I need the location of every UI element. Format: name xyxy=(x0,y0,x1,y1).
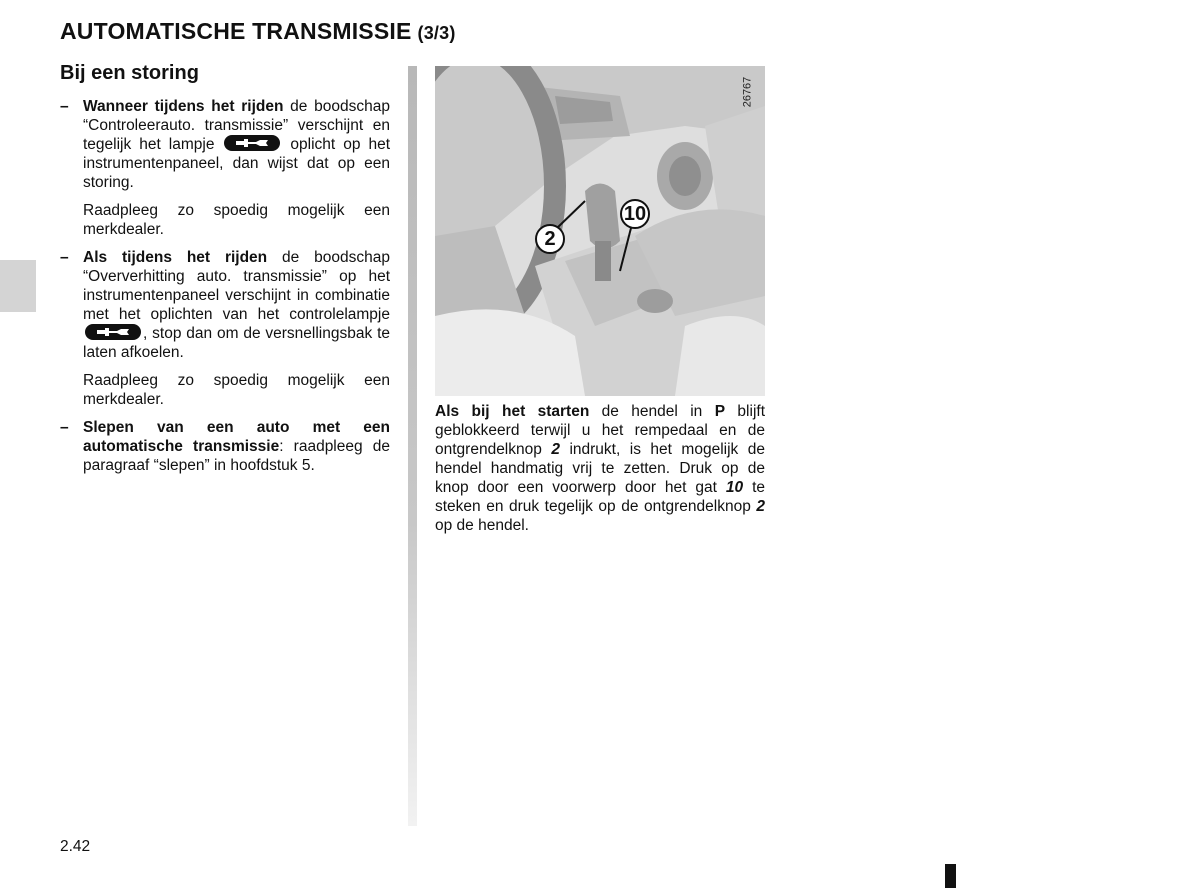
caption-text-5: op de hendel. xyxy=(435,517,529,534)
item-dash: – xyxy=(60,419,69,436)
callout-10: 10 xyxy=(620,199,650,229)
item-text-1: de boodschap “Oververhitting auto. transmissie” op het instrumentenpaneel verschijnt in combinatie met het oplichten van het controlelampje xyxy=(83,249,390,323)
item-dash: – xyxy=(60,98,69,115)
item-note: Raadpleeg zo spoedig mogelijk een merkdealer. xyxy=(83,372,390,408)
item-lead: Als tijdens het rijden xyxy=(83,249,268,266)
item-text xyxy=(83,418,390,475)
page-number: 2.42 xyxy=(60,838,91,855)
item-text-1: de boodschap “Controleerauto. transmissie” verschijnt en tegelijk het lampje xyxy=(83,98,390,153)
caption-gear: P xyxy=(714,403,726,420)
caption-num-3: 2 xyxy=(756,498,765,515)
item-lead: Slepen van een auto met een automatische transmissie xyxy=(83,419,390,455)
caption-text-1: de hendel in xyxy=(589,403,715,420)
item-text xyxy=(83,97,390,192)
section-heading: Bij een storing xyxy=(60,62,199,84)
title-part: (3/3) xyxy=(417,23,456,43)
list-item xyxy=(60,97,390,239)
column-divider xyxy=(408,66,417,826)
wrench-icon xyxy=(224,135,280,151)
item-lead: Wanneer tijdens het rijden xyxy=(83,98,284,115)
item-dash: – xyxy=(60,249,69,266)
figure-ref-code xyxy=(742,72,764,112)
caption-text-3: indrukt, is het mogelijk de hendel handmatig vrij te zetten. Druk op de knop door een voorwerp door het gat xyxy=(435,441,765,496)
gear-lever-illustration xyxy=(435,66,765,396)
caption-text-4: te steken en druk tegelijk op de ontgrendelknop xyxy=(435,479,765,515)
callout-2: 2 xyxy=(535,224,565,254)
car-interior-drawing xyxy=(435,66,765,396)
caption-text-2: blijft geblokkeerd terwijl u het rempedaal en de ontgrendelknop xyxy=(435,403,765,458)
list-item xyxy=(60,248,390,409)
item-text-1: : raadpleeg de paragraaf “slepen” in hoofdstuk 5. xyxy=(83,438,390,474)
item-text xyxy=(83,248,390,362)
ref-code-text: 26767 xyxy=(741,76,754,108)
item-note: Raadpleeg zo spoedig mogelijk een merkdealer. xyxy=(83,202,390,238)
title-text: AUTOMATISCHE TRANSMISSIE xyxy=(60,18,412,44)
figure-caption xyxy=(435,402,765,535)
page-title xyxy=(60,18,456,45)
item-text-2: oplicht op het instrumentenpaneel, dan wijst dat op een storing. xyxy=(83,136,391,191)
caption-num-1: 2 xyxy=(551,441,560,458)
caption-num-2: 10 xyxy=(725,479,744,496)
list-item xyxy=(60,418,390,475)
page-edge-mark xyxy=(945,864,956,888)
left-column xyxy=(60,62,390,475)
caption-lead: Als bij het starten xyxy=(435,403,590,420)
wrench-icon xyxy=(85,324,141,340)
item-text-2: , stop dan om de versnellingsbak te laten afkoelen. xyxy=(83,325,390,361)
section-tab xyxy=(0,260,36,312)
